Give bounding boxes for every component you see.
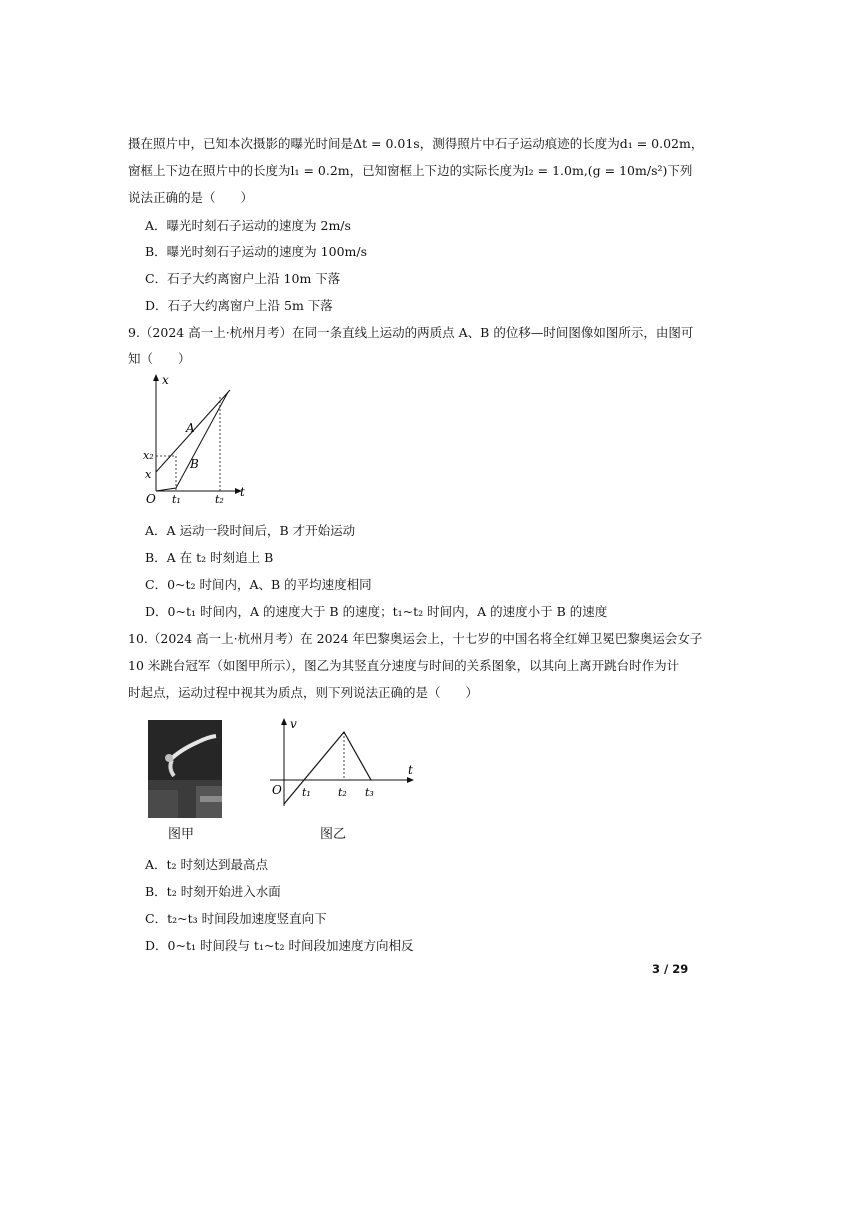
q9-option-b: B．A 在 t₂ 时刻追上 B — [145, 550, 274, 565]
q9-label-t1: t₁ — [172, 493, 181, 506]
q9-option-c: C．0~t₂ 时间内，A、B 的平均速度相同 — [145, 577, 372, 592]
q9-line-b — [156, 392, 228, 491]
q10-y-arrow — [281, 718, 287, 725]
q10-stem-line-1: 10.（2024 高一上·杭州月考）在 2024 年巴黎奥运会上，十七岁的中国名将全红婵卫冕巴黎奥运会女子 — [128, 631, 703, 646]
q10-x-arrow — [407, 777, 414, 783]
q8-option-a: A．曝光时刻石子运动的速度为 2m/s — [145, 218, 351, 233]
q9-xt-graph — [140, 370, 255, 510]
q10-label-y: v — [290, 717, 297, 731]
q10-option-b: B．t₂ 时刻开始进入水面 — [145, 884, 281, 899]
q9-stem-line-2: 知（ ） — [128, 351, 191, 366]
q10-label-origin: O — [272, 783, 282, 797]
q10-label-x: t — [408, 763, 413, 777]
q10-option-d: D．0~t₁ 时间段与 t₁~t₂ 时间段加速度方向相反 — [145, 938, 414, 953]
q9-label-x0: x — [145, 468, 152, 481]
q9-label-origin: O — [146, 492, 156, 506]
q9-label-x2: x₂ — [143, 449, 154, 462]
q10-caption-a: 图甲 — [168, 827, 195, 842]
q9-label-t2: t₂ — [215, 493, 224, 506]
q10-diver-photo — [148, 720, 222, 818]
q9-option-a: A．A 运动一段时间后，B 才开始运动 — [145, 523, 356, 538]
q9-label-x: t — [240, 485, 245, 499]
q9-label-y: x — [162, 373, 169, 387]
q8-option-d: D．石子大约离窗户上沿 5m 下落 — [145, 298, 333, 313]
q9-option-d: D．0~t₁ 时间内，A 的速度大于 B 的速度；t₁~t₂ 时间内，A 的速度小于 B 的速度 — [145, 604, 608, 619]
q10-option-c: C．t₂~t₃ 时间段加速度竖直向下 — [145, 911, 327, 926]
q10-stem-line-2: 10 米跳台冠军（如图甲所示），图乙为其竖直分速度与时间的关系图象，以其向上离开跳台时作为计 — [128, 658, 680, 673]
q8-option-b: B．曝光时刻石子运动的速度为 100m/s — [145, 244, 367, 259]
q10-label-t2: t₂ — [338, 786, 347, 799]
page-number: 3 / 29 — [652, 962, 689, 976]
q10-label-t1: t₁ — [302, 786, 311, 799]
q8-stem-line-3: 说法正确的是（ ） — [128, 190, 254, 205]
q9-stem-line-1: 9.（2024 高一上·杭州月考）在同一条直线上运动的两质点 A、B 的位移—时间图像如图所示，由图可 — [128, 325, 694, 340]
q9-label-b: B — [190, 457, 199, 471]
q9-y-arrow — [153, 374, 159, 381]
q8-stem-line-2: 窗框上下边在照片中的长度为l₁ = 0.2m，已知窗框上下边的实际长度为l₂ = 1.0m,(g = 10m/s²)下列 — [128, 163, 693, 178]
q10-velocity-line — [284, 732, 371, 804]
q10-option-a: A．t₂ 时刻达到最高点 — [145, 857, 269, 872]
q10-vt-graph — [268, 712, 423, 817]
q9-label-a: A — [186, 421, 195, 435]
q10-stem-line-3: 时起点，运动过程中视其为质点，则下列说法正确的是（ ） — [128, 685, 479, 700]
q8-stem-line-1: 摄在照片中，已知本次摄影的曝光时间是Δt = 0.01s，测得照片中石子运动痕迹的长度为d₁ = 0.02m， — [128, 136, 704, 151]
q8-option-c: C．石子大约离窗户上沿 10m 下落 — [145, 271, 341, 286]
diver-illustration — [148, 720, 222, 818]
q10-label-t3: t₃ — [365, 786, 374, 799]
q10-caption-b: 图乙 — [320, 827, 347, 842]
